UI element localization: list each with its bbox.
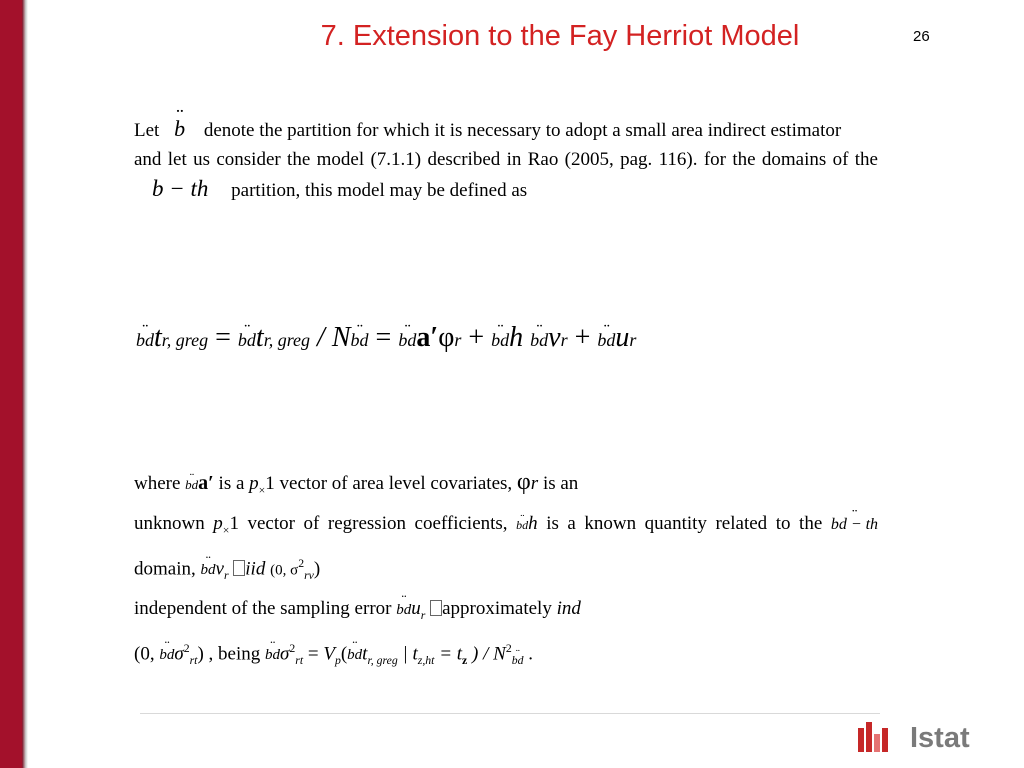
formula-v: v bbox=[548, 322, 561, 353]
vp-open: ( bbox=[340, 642, 348, 664]
known-bd: ¨ bd bbox=[516, 509, 528, 542]
formula-bd-5: ¨ bd bbox=[491, 330, 509, 351]
being-text: , being bbox=[208, 642, 261, 664]
istat-logo-text: Istat bbox=[910, 722, 970, 754]
vp-bd: ¨ bd bbox=[347, 639, 362, 672]
b-symbol: ¨ b bbox=[174, 114, 185, 143]
formula-plus-1: + bbox=[468, 322, 485, 353]
iid-text: iid bbox=[245, 557, 266, 579]
sigma-bd-2: ¨ bd bbox=[265, 639, 280, 672]
zero-open: (0, bbox=[134, 642, 155, 664]
eq-vp: = bbox=[307, 642, 319, 664]
domain-bd-th: ¨ bd − th bbox=[831, 508, 878, 541]
u-symbol: u bbox=[411, 597, 421, 619]
vp-sub: p bbox=[334, 653, 341, 667]
formula-eq-1: = bbox=[215, 322, 231, 353]
times-2: × bbox=[222, 523, 230, 537]
known-h: h bbox=[528, 512, 538, 534]
sigma-bd-1: ¨ bd bbox=[159, 639, 174, 672]
formula-r-1: r bbox=[454, 330, 462, 350]
is-an-text: is an bbox=[542, 473, 579, 494]
vector-text: vector of area level covariates, bbox=[279, 473, 513, 494]
sigma-rv-sub: rv bbox=[304, 568, 314, 582]
p-symbol-2: p bbox=[213, 512, 223, 534]
formula-u: u bbox=[615, 322, 630, 353]
formula-r-3: r bbox=[629, 330, 637, 350]
sigma-rt-1: rt bbox=[189, 653, 198, 667]
sigma-close-1: ) bbox=[197, 642, 204, 664]
formula-sub-greg-1: r, greg bbox=[161, 330, 209, 350]
formula-bd-4: ¨ bd bbox=[398, 330, 416, 351]
page-number: 26 bbox=[913, 28, 930, 45]
tz-sub: z bbox=[462, 653, 468, 667]
formula-bd-1: ¨ bd bbox=[136, 330, 154, 351]
vp-t-hat: t bbox=[362, 642, 368, 664]
formula-bd-3: ¨ bd bbox=[351, 330, 369, 351]
formula-r-2: r bbox=[560, 330, 568, 350]
formula-t-hat: t bbox=[255, 322, 264, 353]
phi-symbol: φ bbox=[516, 469, 531, 495]
formula-sub-greg-2: r, greg bbox=[263, 330, 311, 350]
where-text: where bbox=[134, 473, 181, 494]
one-2: 1 bbox=[229, 512, 239, 534]
ind-text: ind bbox=[556, 597, 581, 619]
let-text: Let bbox=[134, 120, 160, 141]
tilde-glyph-icon bbox=[233, 560, 245, 576]
u-r: r bbox=[420, 608, 426, 622]
n-bd: ¨ $_{bd}$ bbox=[512, 644, 524, 677]
is-a-text: is a bbox=[218, 473, 245, 494]
sigma-sup-2: 2 bbox=[289, 641, 296, 655]
formula-bd-7: ¨ bd bbox=[597, 330, 615, 351]
one-1: 1 bbox=[265, 473, 275, 494]
slide-title: 7. Extension to the Fay Herriot Model bbox=[320, 20, 800, 52]
eq-tz: = t bbox=[439, 642, 463, 664]
domain-text: domain, bbox=[134, 557, 196, 579]
b-th-symbol: b − th bbox=[152, 176, 209, 201]
bottom-rule bbox=[140, 713, 880, 714]
close-n: ) / N bbox=[472, 642, 506, 664]
u-bd: ¨ bd bbox=[396, 594, 411, 627]
sigma-rv-open: (0, σ bbox=[270, 561, 299, 578]
sidebar-edge bbox=[22, 0, 28, 768]
vp-greg: r, greg bbox=[367, 653, 398, 667]
formula-phi: φ bbox=[438, 322, 455, 353]
formula-h: h bbox=[509, 322, 524, 353]
model-formula bbox=[136, 322, 636, 354]
sigma-1: σ bbox=[174, 642, 184, 664]
bar-t: | t bbox=[402, 642, 418, 664]
period: . bbox=[528, 642, 533, 664]
vector-reg-text: vector of regression coefficients, bbox=[247, 512, 508, 534]
where-a: a′ bbox=[198, 472, 214, 494]
paragraph-where bbox=[134, 466, 878, 677]
p-symbol-1: p bbox=[249, 473, 259, 494]
formula-bd-2: ¨ bd bbox=[238, 330, 256, 351]
v-r: r bbox=[223, 568, 229, 582]
sigma-rt-2: rt bbox=[295, 653, 304, 667]
unknown-text: unknown bbox=[134, 512, 205, 534]
paragraph-intro bbox=[134, 114, 878, 205]
phi-r: r bbox=[530, 473, 539, 494]
formula-eq-2: = bbox=[375, 322, 392, 353]
formula-a: a′ bbox=[416, 322, 439, 353]
sigma-rv-sup: 2 bbox=[298, 556, 305, 570]
formula-plus-2: + bbox=[574, 322, 591, 353]
intro-text-2: and let us consider the model (7.1.1) described in Rao (2005, pag. 116). for the domains of the bbox=[134, 149, 878, 170]
where-bd: ¨ bd bbox=[185, 468, 198, 501]
sidebar-band bbox=[0, 0, 22, 768]
intro-text-3: partition, this model may be defined as bbox=[231, 180, 528, 201]
n-sup: 2 bbox=[505, 641, 512, 655]
v-bd: ¨ bd bbox=[201, 554, 216, 587]
formula-slash-N: / N bbox=[317, 322, 351, 353]
vp-symbol: V bbox=[323, 642, 335, 664]
approx-text: approximately bbox=[442, 597, 552, 619]
sigma-rv-close: ) bbox=[313, 557, 321, 579]
independent-text: independent of the sampling error bbox=[134, 597, 392, 619]
intro-text-1: denote the partition for which it is necessary to adopt a small area indirect estimator bbox=[203, 120, 842, 141]
times-1: × bbox=[258, 483, 266, 497]
sigma-sup-1: 2 bbox=[183, 641, 190, 655]
z-ht: z,ht bbox=[417, 653, 435, 667]
tilde-glyph-icon-2 bbox=[430, 600, 442, 616]
formula-bd-6: ¨ bd bbox=[530, 330, 548, 351]
formula-t-hat-hat: t bbox=[154, 322, 162, 353]
sigma-2: σ bbox=[280, 642, 290, 664]
known-text: is a known quantity related to the bbox=[546, 512, 823, 534]
v-symbol: v bbox=[215, 557, 224, 579]
